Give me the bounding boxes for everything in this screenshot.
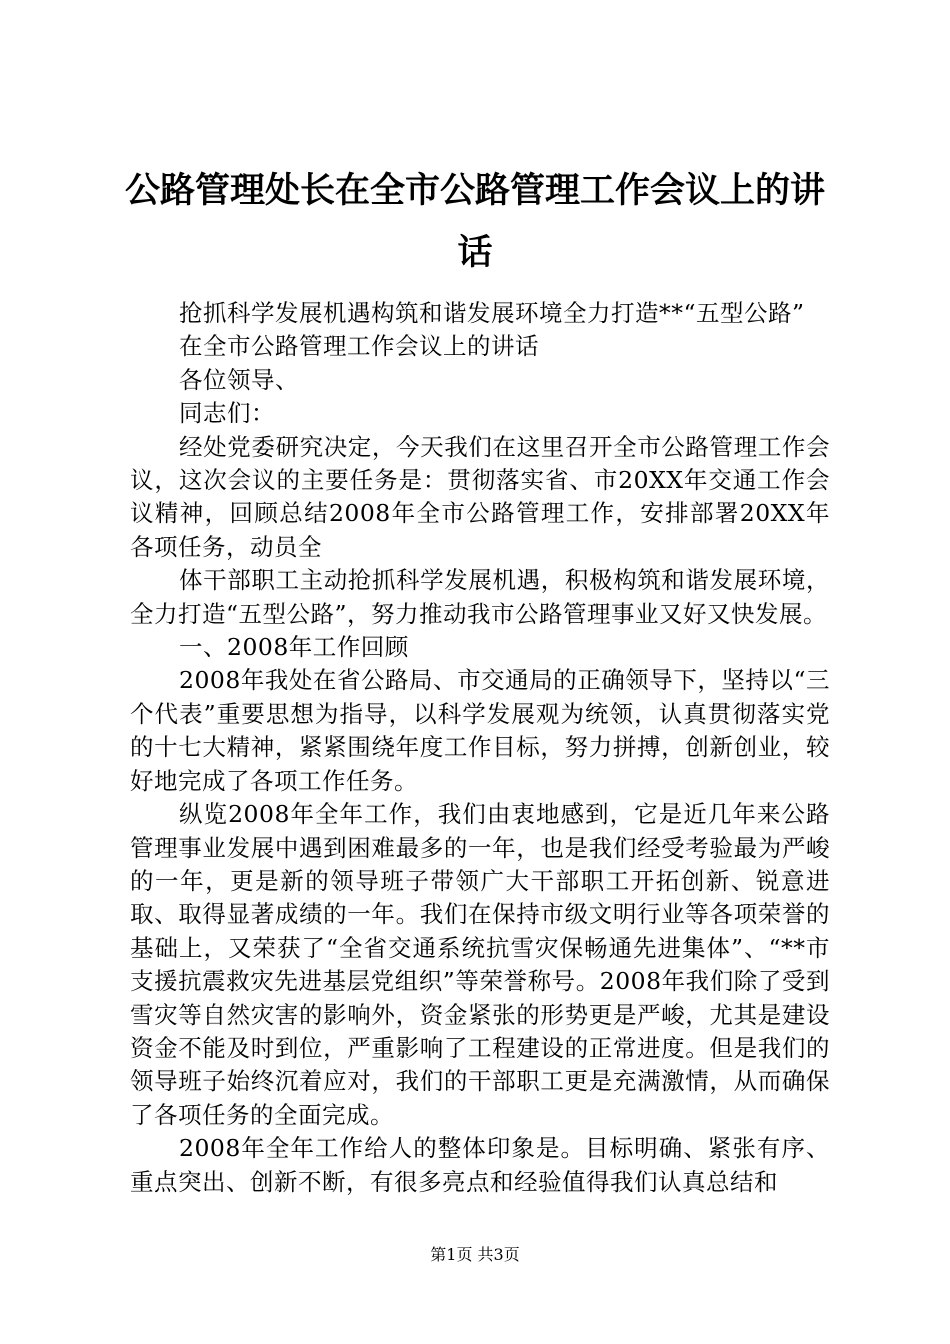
body-paragraph: 2008年全年工作给人的整体印象是。目标明确、紧张有序、重点突出、创新不断，有很多亮点和经验值得我们认真总结和 <box>130 1134 830 1196</box>
body-paragraph: 纵览2008年全年工作，我们由衷地感到，它是近几年来公路管理事业发展中遇到困难最多的一年，也是我们经受考验最为严峻的一年，更是新的领导班子带领广大干部职工开拓创新、锐意进取、取得显著成绩的一年。我们在保持市级文明行业等各项荣誉的基础上，又荣获了“全省交通系统抗雪灾保畅通先进集体”、“**市支援抗震救灾先进基层党组织”等荣誉称号。2008年我们除了受到雪灾等自然灾害的影响外，资金紧张的形势更是严峻，尤其是建设资金不能及时到位，严重影响了工程建设的正常进度。但是我们的领导班子始终沉着应对，我们的干部职工更是充满激情，从而确保了各项任务的全面完成。 <box>130 800 830 1129</box>
body-paragraph: 经处党委研究决定，今天我们在这里召开全市公路管理工作会议，这次会议的主要任务是：贯彻落实省、市20XX年交通工作会议精神，回顾总结2008年全市公路管理工作，安排部署20XX年各项任务，动员全 <box>130 432 830 561</box>
document-body <box>130 297 830 1199</box>
document-title: 公路管理处长在全市公路管理工作会议上的讲话 <box>124 171 825 273</box>
salutation-leaders: 各位领导、 <box>179 365 299 394</box>
body-paragraph: 体干部职工主动抢抓科学发展机遇，积极构筑和谐发展环境，全力打造“五型公路”，努力推动我市公路管理事业又好又快发展。 <box>130 566 830 628</box>
page-number-footer: 第1页 共3页 <box>430 1245 520 1264</box>
speech-subheading: 在全市公路管理工作会议上的讲话 <box>179 332 539 361</box>
salutation-comrades: 同志们： <box>179 399 275 428</box>
body-paragraph: 2008年我处在省公路局、市交通局的正确领导下，坚持以“三个代表”重要思想为指导，以科学发展观为统领，认真贯彻落实党的十七大精神，紧紧围绕年度工作目标，努力拼搏，创新创业，较好地完成了各项工作任务。 <box>130 666 830 795</box>
speech-heading: 抢抓科学发展机遇构筑和谐发展环境全力打造**“五型公路” <box>179 299 805 327</box>
section-heading: 一、2008年工作回顾 <box>179 633 409 662</box>
